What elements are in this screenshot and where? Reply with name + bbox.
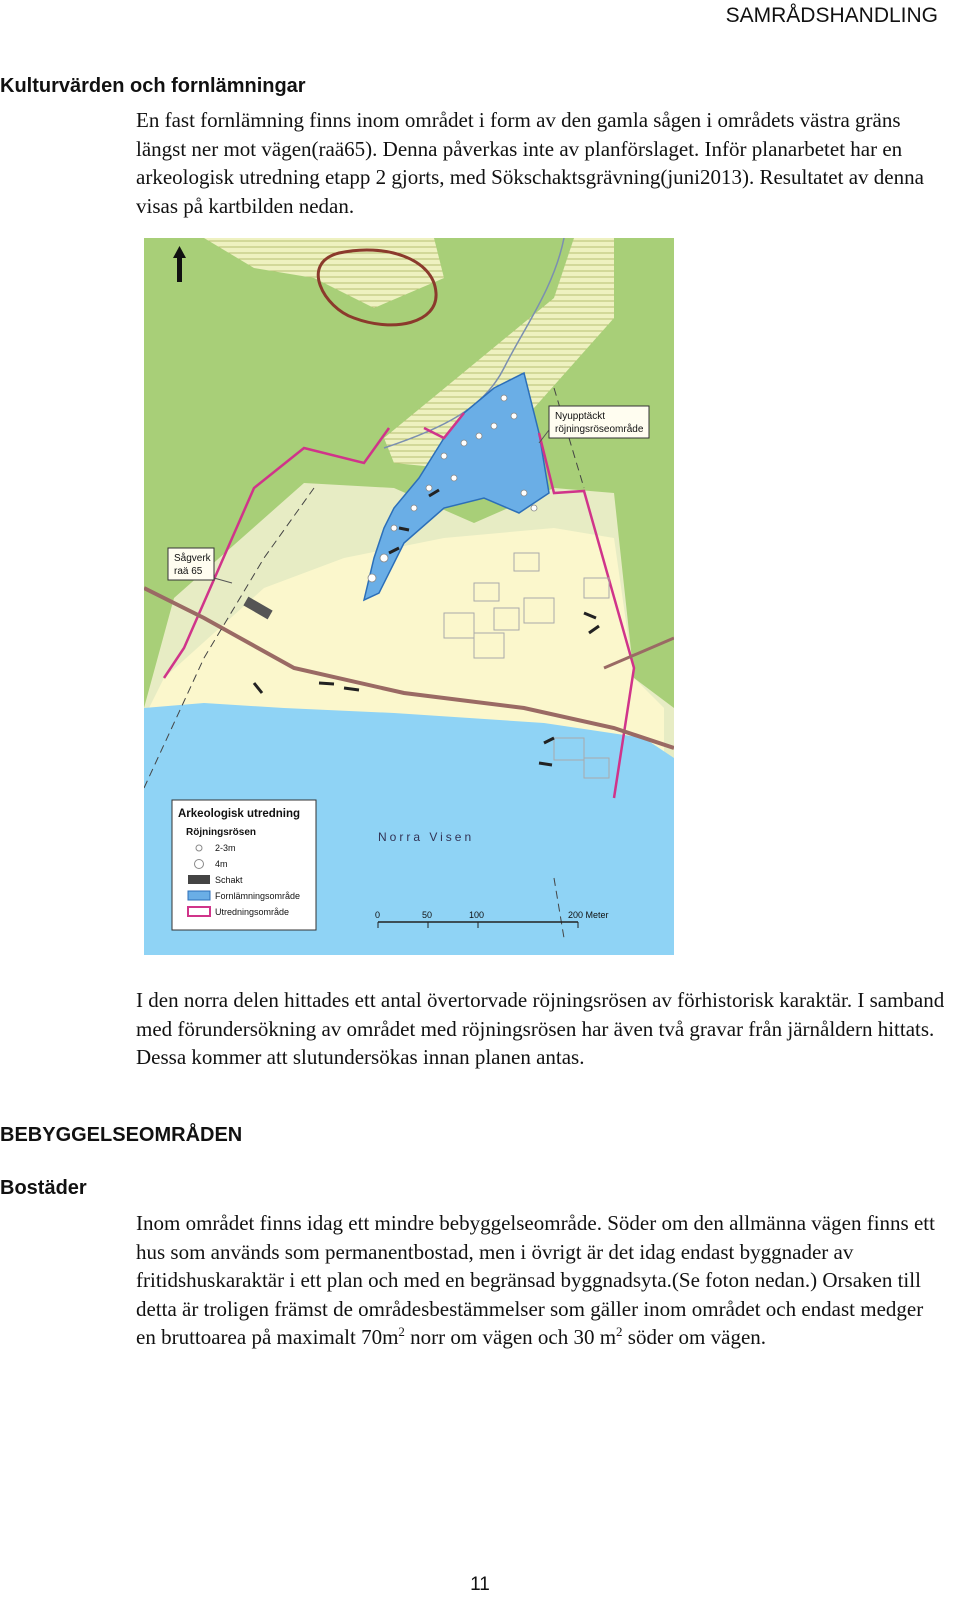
map-legend — [172, 800, 316, 930]
scale-label-100: 100 — [469, 910, 485, 920]
label-sagverk-line2: raä 65 — [174, 566, 203, 577]
paragraph-bostader-part1: Inom området finns idag ett mindre bebyggelseområde. Söder om den allmänna vägen finns ett hus som används som permanentbostad, men i övrigt är det idag endast byggnader av fritidshuskaraktär i ett plan och med en begränsad byggnadsyta.(Se foton nedan.) Orsaken till detta är troligen främst de områdesbestämmelser som gäller inom området och endast medger en bruttoarea på maximalt 70m — [136, 1211, 935, 1349]
label-nyupptackt-line1: Nyupptäckt — [555, 411, 606, 422]
section-heading-bebyggelse: BEBYGGELSEOMRÅDEN — [0, 1124, 243, 1146]
legend-small: 2-3m — [215, 843, 236, 853]
label-nyupptackt-line2: röjningsröseområde — [555, 424, 644, 435]
paragraph-bostader-part2: norr om vägen och 30 m — [404, 1325, 617, 1349]
paragraph-fornlamning: En fast fornlämning finns inom området i form av den gamla sågen i områdets västra gräns längst ner mot vägen(raä65). Denna påverkas inte av planförslaget. Inför planarbetet har en arkeologisk utredning etapp 2 gjorts, med Sökschaktsgrävning(juni2013). Resultatet av denna visas på kartbilden nedan. — [136, 108, 924, 218]
legend-small-cairn-icon — [196, 845, 202, 851]
legend-large-cairn-icon — [195, 860, 204, 869]
scale-label-200: 200 Meter — [568, 910, 609, 920]
paragraph-bostader-part3: söder om vägen. — [622, 1325, 767, 1349]
superscript-squared-2: 2 — [616, 1324, 623, 1339]
legend-utredning-swatch — [188, 907, 210, 916]
scale-label-0: 0 — [375, 910, 381, 920]
scale-label-50: 50 — [422, 910, 433, 920]
legend-utredning: Utredningsområde — [215, 907, 290, 917]
legend-subtitle: Röjningsrösen — [186, 827, 257, 838]
section-heading-bostader: Bostäder — [0, 1177, 87, 1199]
legend-large: 4m — [215, 859, 228, 869]
archaeology-map — [144, 238, 674, 955]
legend-schakt-swatch — [188, 875, 210, 884]
paragraph-bostader — [136, 1209, 946, 1352]
superscript-squared-1: 2 — [398, 1324, 405, 1339]
paragraph-rojningsrosen: I den norra delen hittades ett antal övertorvade röjningsrösen av förhistorisk karaktär. I samband med förundersökning av området med röjningsrösen har även två gravar från järnåldern hittats. Dessa kommer att slutundersökas innan planen antas. — [136, 988, 945, 1069]
legend-fornlamning: Fornlämningsområde — [215, 891, 301, 901]
legend-fornlamning-swatch — [188, 891, 210, 900]
legend-title: Arkeologisk utredning — [178, 808, 301, 820]
label-sagverk-line1: Sågverk — [174, 553, 211, 564]
lake-name: Norra Visen — [378, 830, 475, 844]
legend-schakt: Schakt — [215, 875, 243, 885]
page-number: 11 — [470, 1574, 490, 1595]
document-header: SAMRÅDSHANDLING — [725, 4, 938, 27]
section-heading-kulturvarden: Kulturvärden och fornlämningar — [0, 75, 306, 97]
